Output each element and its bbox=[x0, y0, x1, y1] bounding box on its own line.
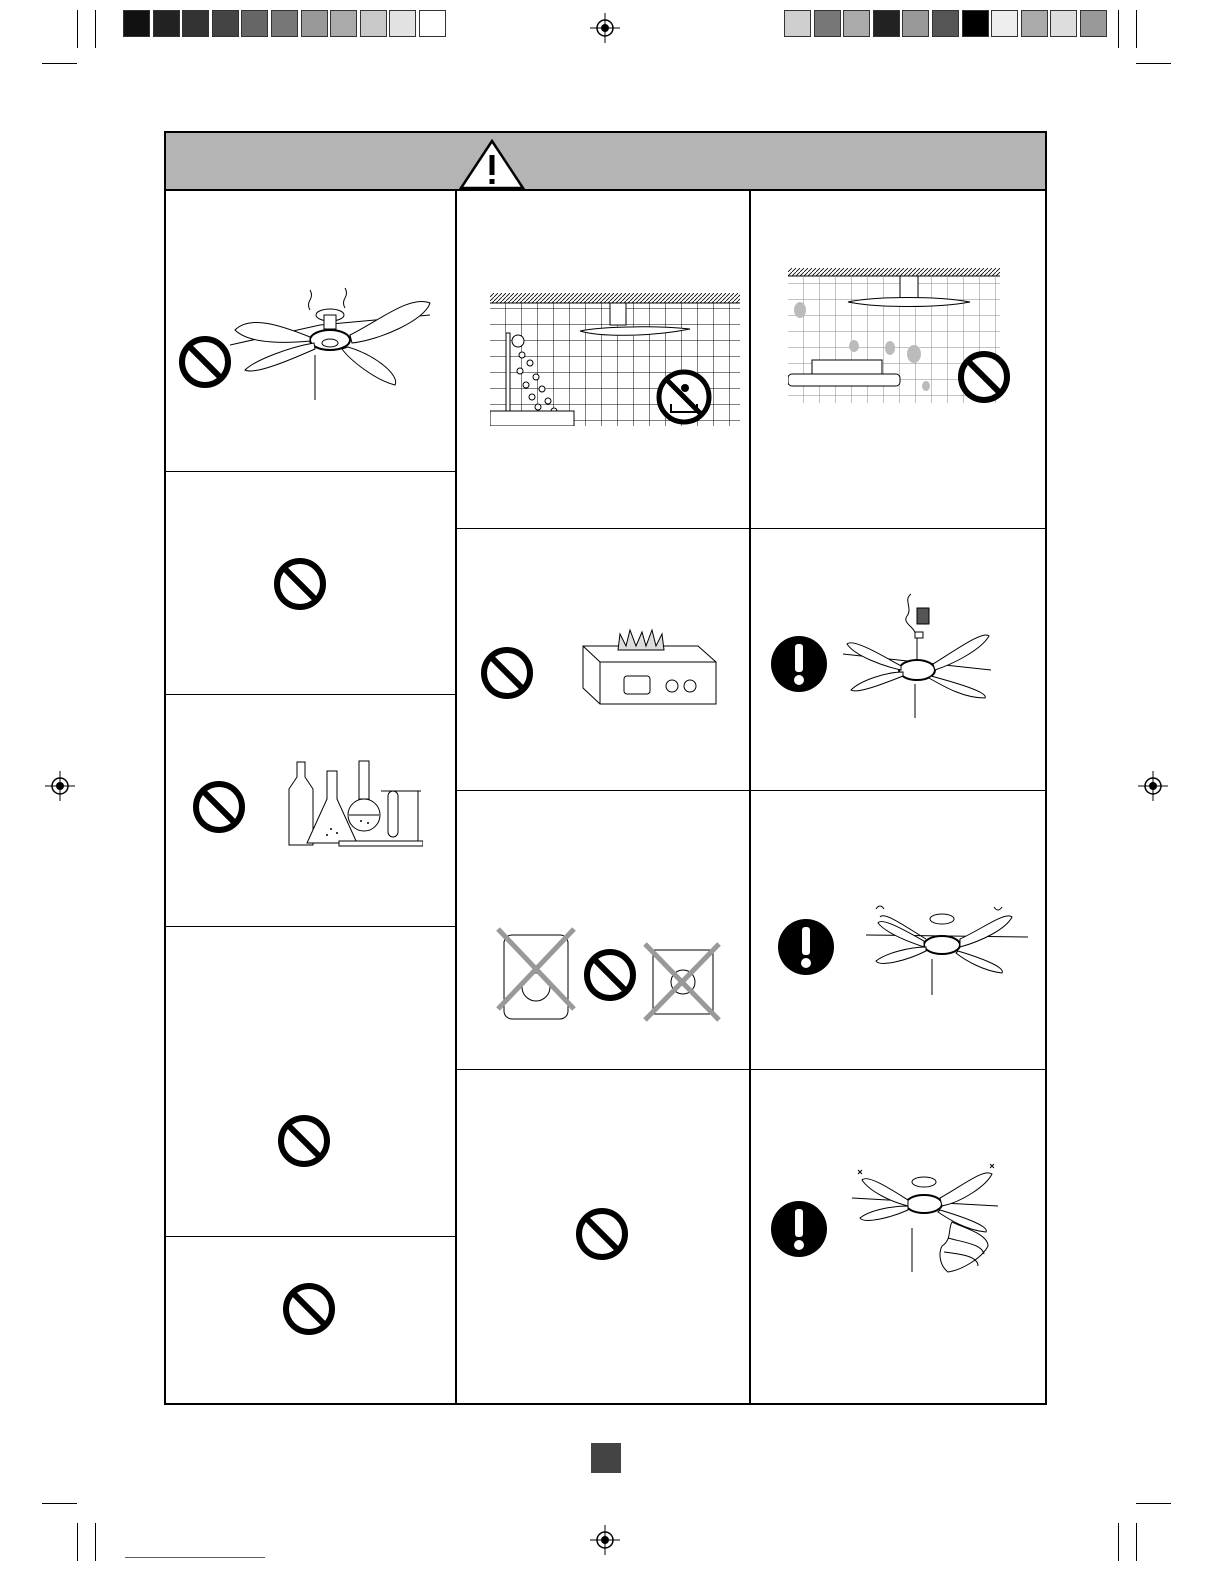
row-divider bbox=[751, 790, 1046, 791]
wall-switch-illustration bbox=[643, 942, 721, 1022]
page-number-box bbox=[591, 1443, 621, 1473]
color-swatch bbox=[962, 10, 989, 37]
color-swatch bbox=[301, 10, 328, 37]
row-divider bbox=[164, 694, 455, 695]
row-divider bbox=[164, 926, 455, 927]
color-swatch bbox=[991, 10, 1018, 37]
mandatory-action-icon bbox=[769, 634, 829, 694]
registration-mark-top bbox=[590, 13, 620, 43]
color-swatch bbox=[873, 10, 900, 37]
color-swatch bbox=[1021, 10, 1048, 37]
ceiling-fan-illustration bbox=[230, 285, 440, 400]
fan-wobble-illustration bbox=[866, 895, 1031, 995]
row-divider bbox=[457, 528, 749, 529]
row-divider bbox=[457, 1069, 749, 1070]
color-swatch bbox=[932, 10, 959, 37]
color-swatch bbox=[241, 10, 268, 37]
footer-link-line bbox=[125, 1557, 265, 1558]
prohibition-icon bbox=[479, 645, 535, 701]
color-swatch bbox=[419, 10, 446, 37]
fan-safety-wire-illustration bbox=[843, 590, 993, 718]
column-divider-2 bbox=[749, 189, 751, 1404]
warning-triangle-icon bbox=[459, 139, 525, 189]
color-swatch bbox=[902, 10, 929, 37]
registration-mark-right bbox=[1138, 771, 1168, 801]
color-swatch bbox=[1050, 10, 1077, 37]
mandatory-action-icon bbox=[776, 917, 836, 977]
dimmer-switch-illustration bbox=[496, 927, 576, 1025]
prohibition-icon bbox=[582, 947, 638, 1003]
prohibition-icon bbox=[177, 334, 233, 390]
mandatory-action-icon bbox=[769, 1199, 829, 1259]
color-swatch bbox=[271, 10, 298, 37]
registration-mark-bottom bbox=[590, 1525, 620, 1555]
chemical-bottles-illustration bbox=[283, 757, 423, 849]
gas-stove-illustration bbox=[578, 628, 718, 708]
row-divider bbox=[164, 1236, 455, 1237]
fan-cleaning-illustration bbox=[852, 1162, 1002, 1282]
color-swatch bbox=[212, 10, 239, 37]
column-divider-1 bbox=[455, 189, 457, 1404]
color-swatch bbox=[123, 10, 150, 37]
color-swatch bbox=[814, 10, 841, 37]
warning-header-bar bbox=[166, 133, 1045, 191]
row-divider bbox=[457, 790, 749, 791]
registration-mark-left bbox=[45, 771, 75, 801]
no-shower-icon bbox=[655, 368, 713, 426]
color-swatch bbox=[784, 10, 811, 37]
color-swatch bbox=[389, 10, 416, 37]
prohibition-icon bbox=[191, 779, 247, 835]
prohibition-icon bbox=[956, 349, 1012, 405]
row-divider bbox=[751, 1069, 1046, 1070]
row-divider bbox=[751, 528, 1046, 529]
color-swatch bbox=[1080, 10, 1107, 37]
prohibition-icon bbox=[574, 1206, 630, 1262]
prohibition-icon bbox=[276, 1113, 332, 1169]
color-swatch bbox=[330, 10, 357, 37]
prohibition-icon bbox=[281, 1281, 337, 1337]
color-swatch bbox=[360, 10, 387, 37]
color-swatch bbox=[182, 10, 209, 37]
row-divider bbox=[164, 471, 455, 472]
color-swatch bbox=[153, 10, 180, 37]
color-swatch bbox=[843, 10, 870, 37]
prohibition-icon bbox=[272, 556, 328, 612]
